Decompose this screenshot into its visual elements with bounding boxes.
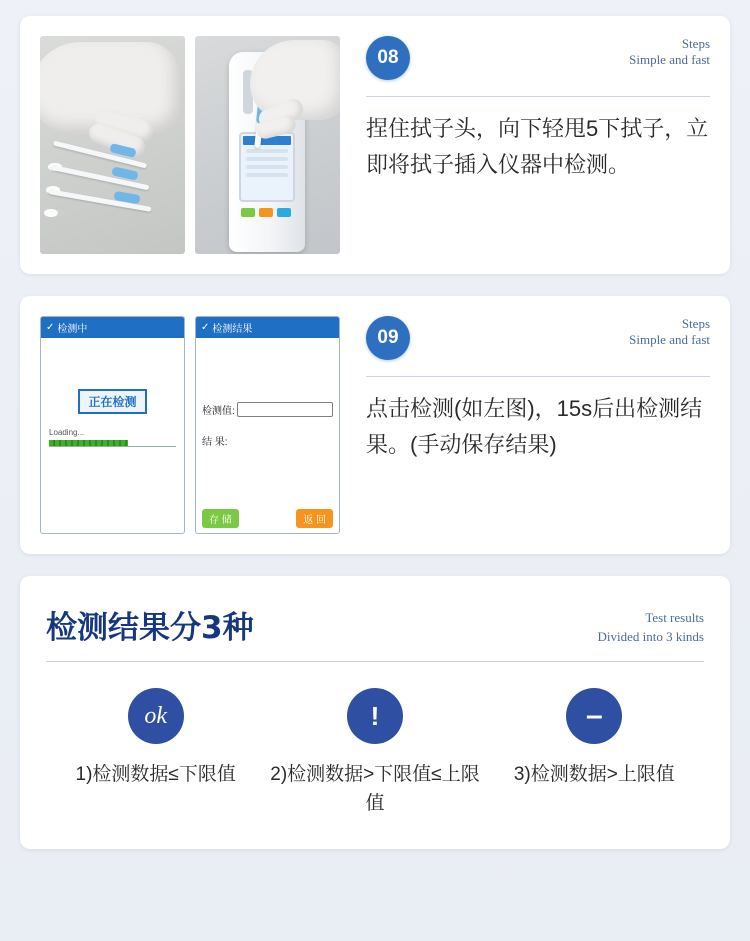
- step-08-body: [340, 36, 710, 254]
- step-08-divider: [366, 96, 710, 97]
- step-08-text: 捏住拭子头，向下轻甩5下拭子，立即将拭子插入仪器中检测。: [366, 116, 709, 177]
- step-09-eyebrow-line1: Steps: [681, 316, 710, 331]
- step-08-number: 08: [366, 36, 410, 80]
- step-09-body: [340, 316, 710, 534]
- results-eyebrow: [597, 609, 704, 647]
- results-divider: [46, 661, 704, 662]
- step-09-eyebrow-line2: Simple and fast: [629, 332, 710, 347]
- step-08-header: [366, 36, 710, 80]
- results-eyebrow-line2: Divided into 3 kinds: [597, 629, 704, 645]
- detection-value-row: [196, 396, 339, 417]
- result-item-3: [485, 688, 704, 819]
- step-08-eyebrow: [629, 36, 710, 68]
- progress-bar: [49, 440, 176, 447]
- detection-result-label: 结 果:: [202, 437, 228, 448]
- result-item-1: [46, 688, 265, 819]
- back-button[interactable]: 返 回: [296, 509, 333, 528]
- step-08-eyebrow-line1: Steps: [681, 36, 710, 51]
- results-eyebrow-line1: Test results: [645, 610, 704, 626]
- photo-insert-swab-device: [195, 36, 340, 254]
- results-title: 检测结果分3种: [46, 610, 254, 646]
- step-08-images: [40, 36, 340, 254]
- progress-fill: [49, 440, 128, 446]
- step-09-text: 点击检测(如左图)，15s后出检测结果。(手动保存结果): [366, 396, 703, 457]
- check-icon: ✓: [46, 322, 55, 333]
- results-columns: [46, 688, 704, 819]
- screen-result-footer: [196, 509, 339, 528]
- result-caption-2: 2)检测数据>下限值≤上限值: [270, 764, 480, 815]
- testing-status: [41, 389, 184, 447]
- screen-testing: [40, 316, 185, 534]
- step-09-header: [366, 316, 710, 360]
- ok-icon: ok: [128, 688, 184, 744]
- save-button[interactable]: 存 储: [202, 509, 239, 528]
- result-caption-1: 1)检测数据≤下限值: [75, 764, 236, 785]
- screen-result: [195, 316, 340, 534]
- result-caption-3: 3)检测数据>上限值: [513, 764, 675, 785]
- detection-value-field[interactable]: [237, 402, 333, 417]
- screen-result-title: 检测结果: [212, 324, 253, 335]
- step-09-screens: [40, 316, 340, 534]
- results-card: [20, 576, 730, 849]
- step-08-eyebrow-line2: Simple and fast: [629, 52, 710, 67]
- check-icon: ✓: [201, 322, 210, 333]
- loading-text: Loading...: [49, 428, 85, 437]
- step-09-eyebrow: [629, 316, 710, 348]
- step-09-card: [20, 296, 730, 554]
- screen-testing-title: 检测中: [57, 324, 88, 335]
- detection-result-row: [196, 427, 339, 448]
- results-header: [46, 602, 704, 647]
- screen-result-titlebar: [196, 317, 339, 338]
- exclamation-icon: !: [347, 688, 403, 744]
- minus-icon: –: [566, 688, 622, 744]
- result-item-2: [265, 688, 484, 819]
- step-09-number: 09: [366, 316, 410, 360]
- detection-value-label: 检测值:: [202, 406, 235, 417]
- step-08-card: [20, 16, 730, 274]
- testing-status-label: 正在检测: [78, 389, 146, 414]
- photo-gloved-hand-swabs: [40, 36, 185, 254]
- step-09-divider: [366, 376, 710, 377]
- detection-result-field[interactable]: [230, 433, 333, 448]
- screen-testing-titlebar: [41, 317, 184, 338]
